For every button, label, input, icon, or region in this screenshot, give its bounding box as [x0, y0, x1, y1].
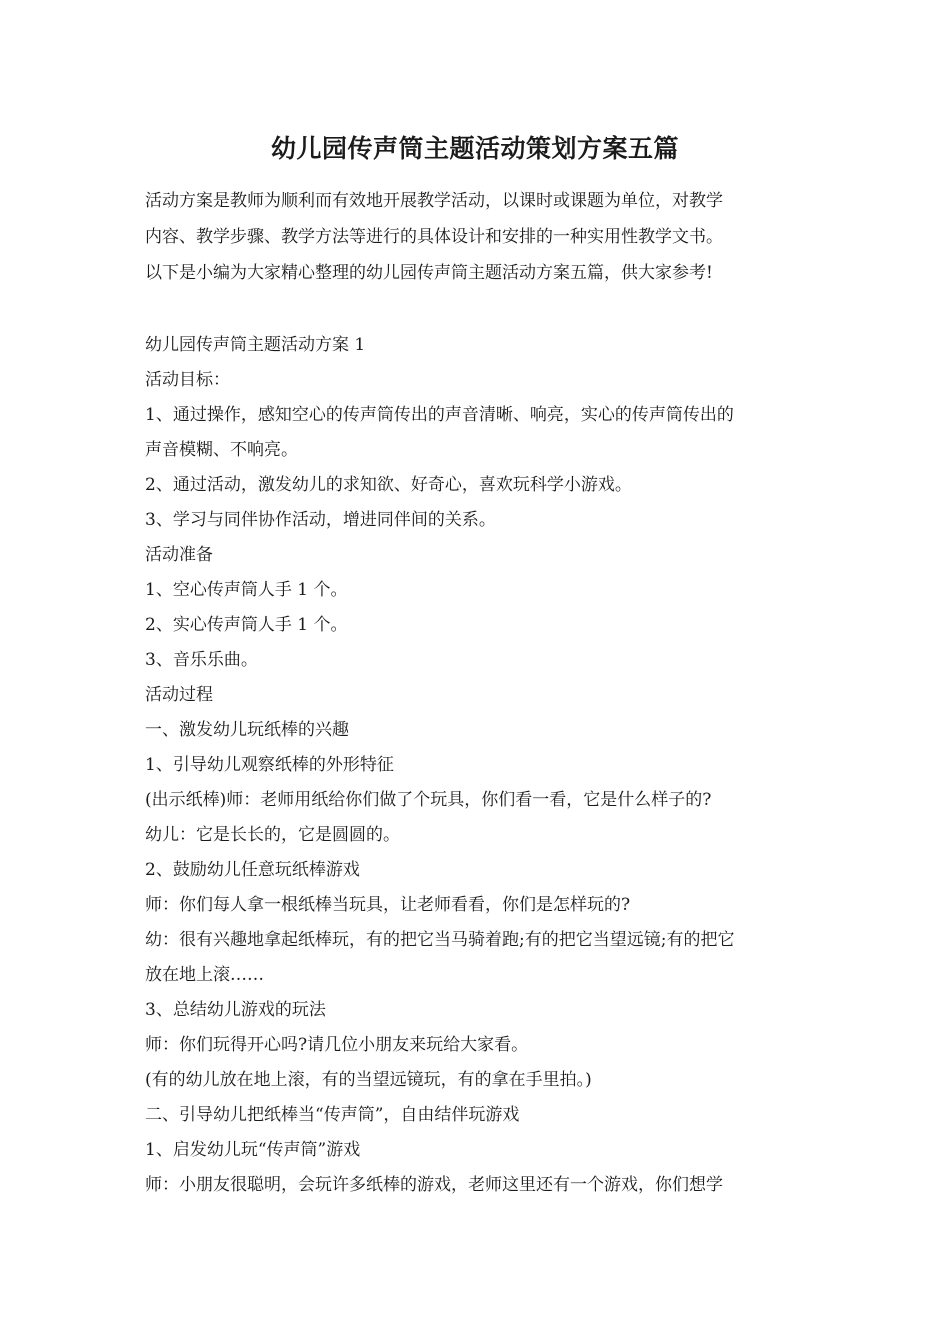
body-line: (有的幼儿放在地上滚，有的当望远镜玩，有的拿在手里拍。) — [145, 1070, 592, 1090]
body-line: 幼儿：它是长长的，它是圆圆的。 — [145, 825, 400, 845]
body-line: 1、空心传声筒人手 1 个。 — [145, 580, 348, 600]
body-line: (出示纸棒)师：老师用纸给你们做了个玩具，你们看一看，它是什么样子的? — [145, 790, 712, 810]
body-line: 师：你们每人拿一根纸棒当玩具，让老师看看，你们是怎样玩的? — [145, 895, 631, 915]
body-line: 师：小朋友很聪明，会玩许多纸棒的游戏，老师这里还有一个游戏，你们想学 — [145, 1175, 723, 1195]
document-body — [145, 328, 810, 1203]
body-line: 1、引导幼儿观察纸棒的外形特征 — [145, 755, 394, 775]
document-title: 幼儿园传声筒主题活动策划方案五篇 — [270, 134, 679, 163]
intro-paragraph — [145, 183, 810, 291]
intro-line: 以下是小编为大家精心整理的幼儿园传声筒主题活动方案五篇，供大家参考! — [145, 263, 713, 283]
body-line: 一、激发幼儿玩纸棒的兴趣 — [145, 720, 349, 740]
body-line: 师：你们玩得开心吗?请几位小朋友来玩给大家看。 — [145, 1035, 529, 1055]
body-line: 幼：很有兴趣地拿起纸棒玩，有的把它当马骑着跑;有的把它当望远镜;有的把它 — [145, 930, 735, 950]
body-line: 2、鼓励幼儿任意玩纸棒游戏 — [145, 860, 360, 880]
section-heading: 幼儿园传声筒主题活动方案 1 — [145, 335, 366, 355]
body-line: 放在地上滚…… — [145, 965, 264, 985]
subheading: 活动准备 — [145, 545, 213, 565]
intro-line: 活动方案是教师为顺利而有效地开展教学活动，以课时或课题为单位，对教学 — [145, 191, 723, 211]
subheading: 活动过程 — [145, 685, 213, 705]
body-line: 3、音乐乐曲。 — [145, 650, 258, 670]
body-line: 3、学习与同伴协作活动，增进同伴间的关系。 — [145, 510, 496, 530]
body-line: 1、启发幼儿玩“传声筒”游戏 — [145, 1140, 361, 1160]
body-line: 1、通过操作，感知空心的传声筒传出的声音清晰、响亮，实心的传声筒传出的 — [145, 405, 734, 425]
body-line: 2、通过活动，激发幼儿的求知欲、好奇心，喜欢玩科学小游戏。 — [145, 475, 632, 495]
body-line: 3、总结幼儿游戏的玩法 — [145, 1000, 326, 1020]
subheading: 活动目标： — [145, 370, 230, 390]
body-line: 二、引导幼儿把纸棒当“传声筒”，自由结伴玩游戏 — [145, 1105, 520, 1125]
body-line: 声音模糊、不响亮。 — [145, 440, 298, 460]
intro-line: 内容、教学步骤、教学方法等进行的具体设计和安排的一种实用性教学文书。 — [145, 227, 723, 247]
body-line: 2、实心传声筒人手 1 个。 — [145, 615, 348, 635]
